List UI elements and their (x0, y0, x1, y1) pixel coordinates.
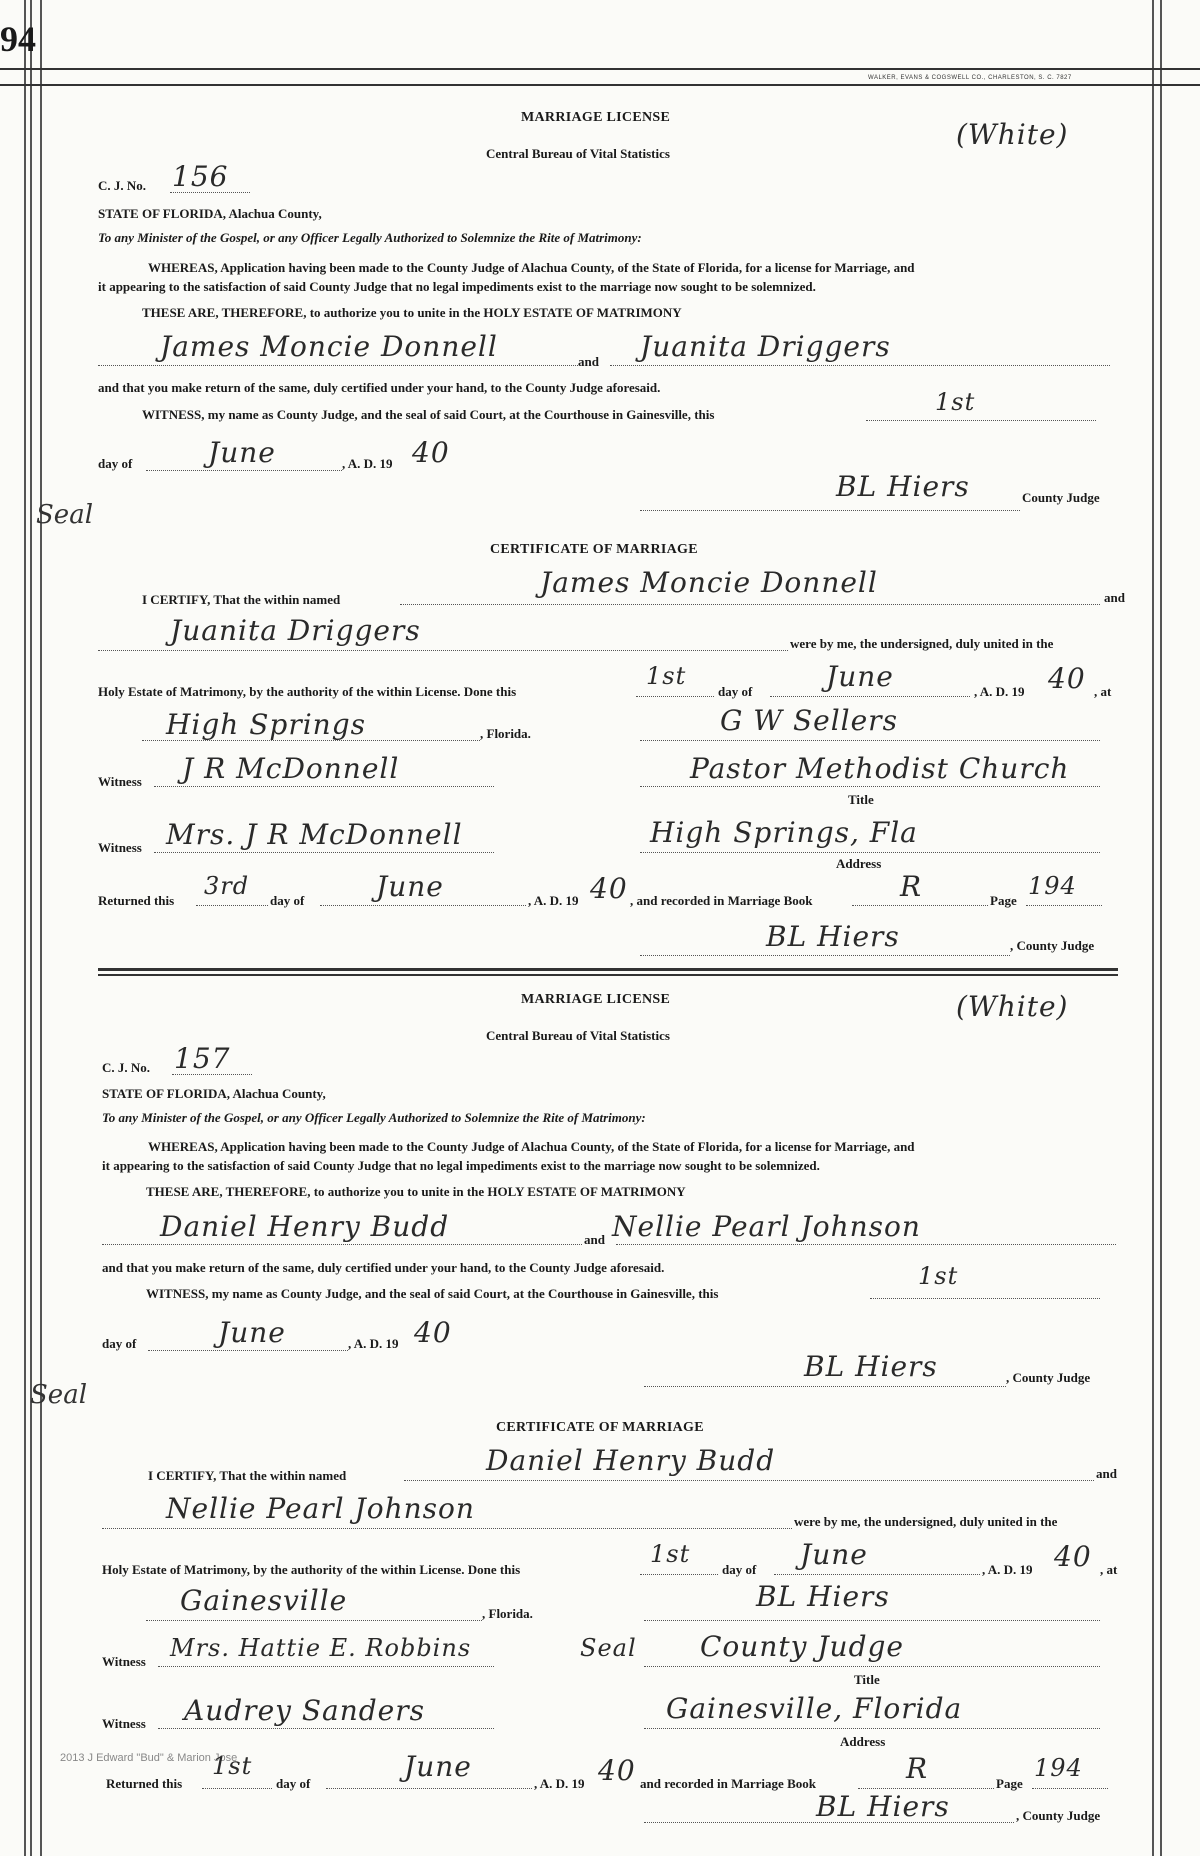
witness-line: WITNESS, my name as County Judge, and the seal of said Court, at the Courthouse in Gainesville, this (142, 407, 715, 422)
cert-bride-name: Nellie Pearl Johnson (166, 1492, 475, 1525)
holy-estate-line: Holy Estate of Matrimony, by the authority of the within License. Done this (102, 1562, 521, 1577)
page-label: Page (996, 1776, 1023, 1791)
returned-month: June (376, 870, 444, 903)
day-of: day of (718, 684, 753, 699)
county-judge-label: County Judge (1022, 490, 1100, 505)
frame-line (1152, 0, 1154, 1856)
certificate-title: CERTIFICATE OF MARRIAGE (496, 1420, 704, 1435)
and-word: and (1096, 1466, 1117, 1481)
cj-number: 157 (174, 1042, 231, 1075)
united-line: were by me, the undersigned, duly united in the (794, 1514, 1058, 1529)
whereas-line-2: it appearing to the satisfaction of said County Judge that no legal impediments exist to the marriage now sought to be solemnized. (98, 279, 816, 294)
returned-label: Returned this (106, 1776, 183, 1791)
cert-place: High Springs (166, 708, 367, 741)
record-divider (98, 974, 1118, 976)
seal-mark: Seal (36, 500, 94, 530)
authorize-line: THESE ARE, THEREFORE, to authorize you to unite in the HOLY ESTATE OF MATRIMONY (142, 305, 682, 320)
title-label: Title (848, 792, 874, 807)
witness-seal: Seal (580, 1634, 637, 1662)
record-page: 194 (1028, 872, 1077, 900)
witness-line: WITNESS, my name as County Judge, and the seal of said Court, at the Courthouse in Gainesville, this (146, 1286, 719, 1301)
page-label: Page (990, 893, 1017, 908)
judge-signature: BL Hiers (804, 1350, 938, 1383)
returned-day: 3rd (204, 872, 250, 900)
and-word: and (584, 1232, 605, 1247)
top-rule (0, 84, 1200, 86)
address-line: To any Minister of the Gospel, or any Officer Legally Authorized to Solemnize the Rite of Matrimony: (98, 230, 642, 245)
day-of: day of (276, 1776, 311, 1791)
officiant-signature: G W Sellers (720, 704, 898, 737)
judge-signature: BL Hiers (766, 920, 900, 953)
bureau-name: Central Bureau of Vital Statistics (486, 1028, 670, 1043)
cert-day: 1st (646, 662, 687, 690)
witness-label: Witness (102, 1716, 146, 1731)
county-judge-label: , County Judge (1006, 1370, 1091, 1385)
license-year: 40 (412, 436, 450, 469)
witness-label: Witness (102, 1654, 146, 1669)
recorded-text: and recorded in Marriage Book (640, 1776, 816, 1791)
witness-1-signature: J R McDonnell (182, 752, 400, 785)
state-line: STATE OF FLORIDA, Alachua County, (102, 1086, 326, 1101)
license-title: MARRIAGE LICENSE (521, 110, 671, 125)
cert-month: June (800, 1538, 868, 1571)
officiant-address: High Springs, Fla (650, 816, 918, 849)
whereas-line-1: WHEREAS, Application having been made to the County Judge of Alachua County, of the State of Florida, for a license for Marriage, and (148, 260, 915, 275)
holy-estate-line: Holy Estate of Matrimony, by the authority of the within License. Done this (98, 684, 517, 699)
officiant-signature: BL Hiers (756, 1580, 890, 1613)
ad-label: , A. D. 19 (528, 893, 579, 908)
race-note: (White) (956, 990, 1069, 1023)
florida-word: , Florida. (482, 1606, 533, 1621)
bride-name: Juanita Driggers (640, 330, 891, 363)
judge-signature: BL Hiers (816, 1790, 950, 1823)
frame-line (30, 0, 32, 1856)
address-label: Address (840, 1734, 886, 1749)
license-day: 1st (918, 1262, 959, 1290)
whereas-line-2: it appearing to the satisfaction of said County Judge that no legal impediments exist to the marriage now sought to be solemnized. (102, 1158, 820, 1173)
authorize-line: THESE ARE, THEREFORE, to authorize you to unite in the HOLY ESTATE OF MATRIMONY (146, 1184, 686, 1199)
ad-label: , A. D. 19 (348, 1336, 399, 1351)
page-number: 94 (0, 19, 36, 59)
and-word: and (1104, 590, 1125, 605)
united-line: were by me, the undersigned, duly united in the (790, 636, 1054, 651)
day-of: day of (270, 893, 305, 908)
judge-signature: BL Hiers (836, 470, 970, 503)
license-month: June (218, 1316, 286, 1349)
day-of: day of (98, 456, 133, 471)
cert-year: 40 (1054, 1540, 1092, 1573)
witness-1-signature: Mrs. Hattie E. Robbins (170, 1634, 472, 1662)
recorded-text: , and recorded in Marriage Book (630, 893, 813, 908)
returned-month: June (404, 1750, 472, 1783)
license-month: June (208, 436, 276, 469)
returned-day: 1st (212, 1752, 253, 1780)
officiant-address: Gainesville, Florida (666, 1692, 963, 1725)
license-year: 40 (414, 1316, 452, 1349)
record-divider (98, 968, 1118, 971)
frame-line (1160, 0, 1162, 1856)
at-word: , at (1100, 1562, 1118, 1577)
and-word: and (578, 354, 599, 369)
cert-groom-name: James Moncie Donnell (540, 566, 878, 599)
ad-label: , A. D. 19 (982, 1562, 1033, 1577)
title-label: Title (854, 1672, 880, 1687)
marriage-book: R (906, 1752, 929, 1785)
county-judge-label: , County Judge (1010, 938, 1095, 953)
top-rule (0, 68, 1200, 70)
return-line: and that you make return of the same, duly certified under your hand, to the County Judge aforesaid. (98, 380, 661, 395)
officiant-title: County Judge (700, 1630, 904, 1663)
cj-label: C. J. No. (98, 178, 147, 193)
frame-line (24, 0, 26, 1856)
cert-year: 40 (1048, 662, 1086, 695)
ad-label: , A. D. 19 (342, 456, 393, 471)
record-page: 194 (1034, 1754, 1083, 1782)
certify-line: I CERTIFY, That the within named (142, 592, 341, 607)
ad-label: , A. D. 19 (534, 1776, 585, 1791)
witness-label: Witness (98, 774, 142, 789)
cert-groom-name: Daniel Henry Budd (486, 1444, 776, 1477)
bureau-name: Central Bureau of Vital Statistics (486, 146, 670, 161)
marriage-book: R (900, 870, 923, 903)
ad-label: , A. D. 19 (974, 684, 1025, 699)
state-line: STATE OF FLORIDA, Alachua County, (98, 206, 322, 221)
address-label: Address (836, 856, 882, 871)
witness-2-signature: Mrs. J R McDonnell (166, 818, 463, 851)
cj-number: 156 (172, 160, 229, 193)
at-word: , at (1094, 684, 1112, 699)
copyright-watermark: 2013 J Edward "Bud" & Marion Jose (60, 1752, 238, 1764)
returned-year: 40 (590, 872, 628, 905)
returned-label: Returned this (98, 893, 175, 908)
cj-label: C. J. No. (102, 1060, 151, 1075)
certify-line: I CERTIFY, That the within named (148, 1468, 347, 1483)
cert-month: June (826, 660, 894, 693)
cert-day: 1st (650, 1540, 691, 1568)
returned-year: 40 (598, 1754, 636, 1787)
groom-name: James Moncie Donnell (160, 330, 498, 363)
whereas-line-1: WHEREAS, Application having been made to the County Judge of Alachua County, of the State of Florida, for a license for Marriage, and (148, 1139, 915, 1154)
county-judge-label: , County Judge (1016, 1808, 1101, 1823)
return-line: and that you make return of the same, duly certified under your hand, to the County Judge aforesaid. (102, 1260, 665, 1275)
day-of: day of (722, 1562, 757, 1577)
witness-2-signature: Audrey Sanders (184, 1694, 426, 1727)
seal-mark: Seal (30, 1380, 88, 1410)
license-title: MARRIAGE LICENSE (521, 992, 671, 1007)
florida-word: , Florida. (480, 726, 531, 741)
bride-name: Nellie Pearl Johnson (612, 1210, 921, 1243)
frame-line (40, 0, 42, 1856)
certificate-title: CERTIFICATE OF MARRIAGE (490, 542, 698, 557)
groom-name: Daniel Henry Budd (160, 1210, 450, 1243)
license-day: 1st (935, 388, 976, 416)
cert-bride-name: Juanita Driggers (170, 614, 421, 647)
cert-place: Gainesville (180, 1584, 348, 1617)
day-of: day of (102, 1336, 137, 1351)
printer-imprint: WALKER, EVANS & COGSWELL CO., CHARLESTON, S. C. 7827 (868, 75, 1072, 81)
address-line: To any Minister of the Gospel, or any Officer Legally Authorized to Solemnize the Rite of Matrimony: (102, 1110, 646, 1125)
witness-label: Witness (98, 840, 142, 855)
officiant-title: Pastor Methodist Church (690, 752, 1070, 785)
race-note: (White) (956, 118, 1069, 151)
